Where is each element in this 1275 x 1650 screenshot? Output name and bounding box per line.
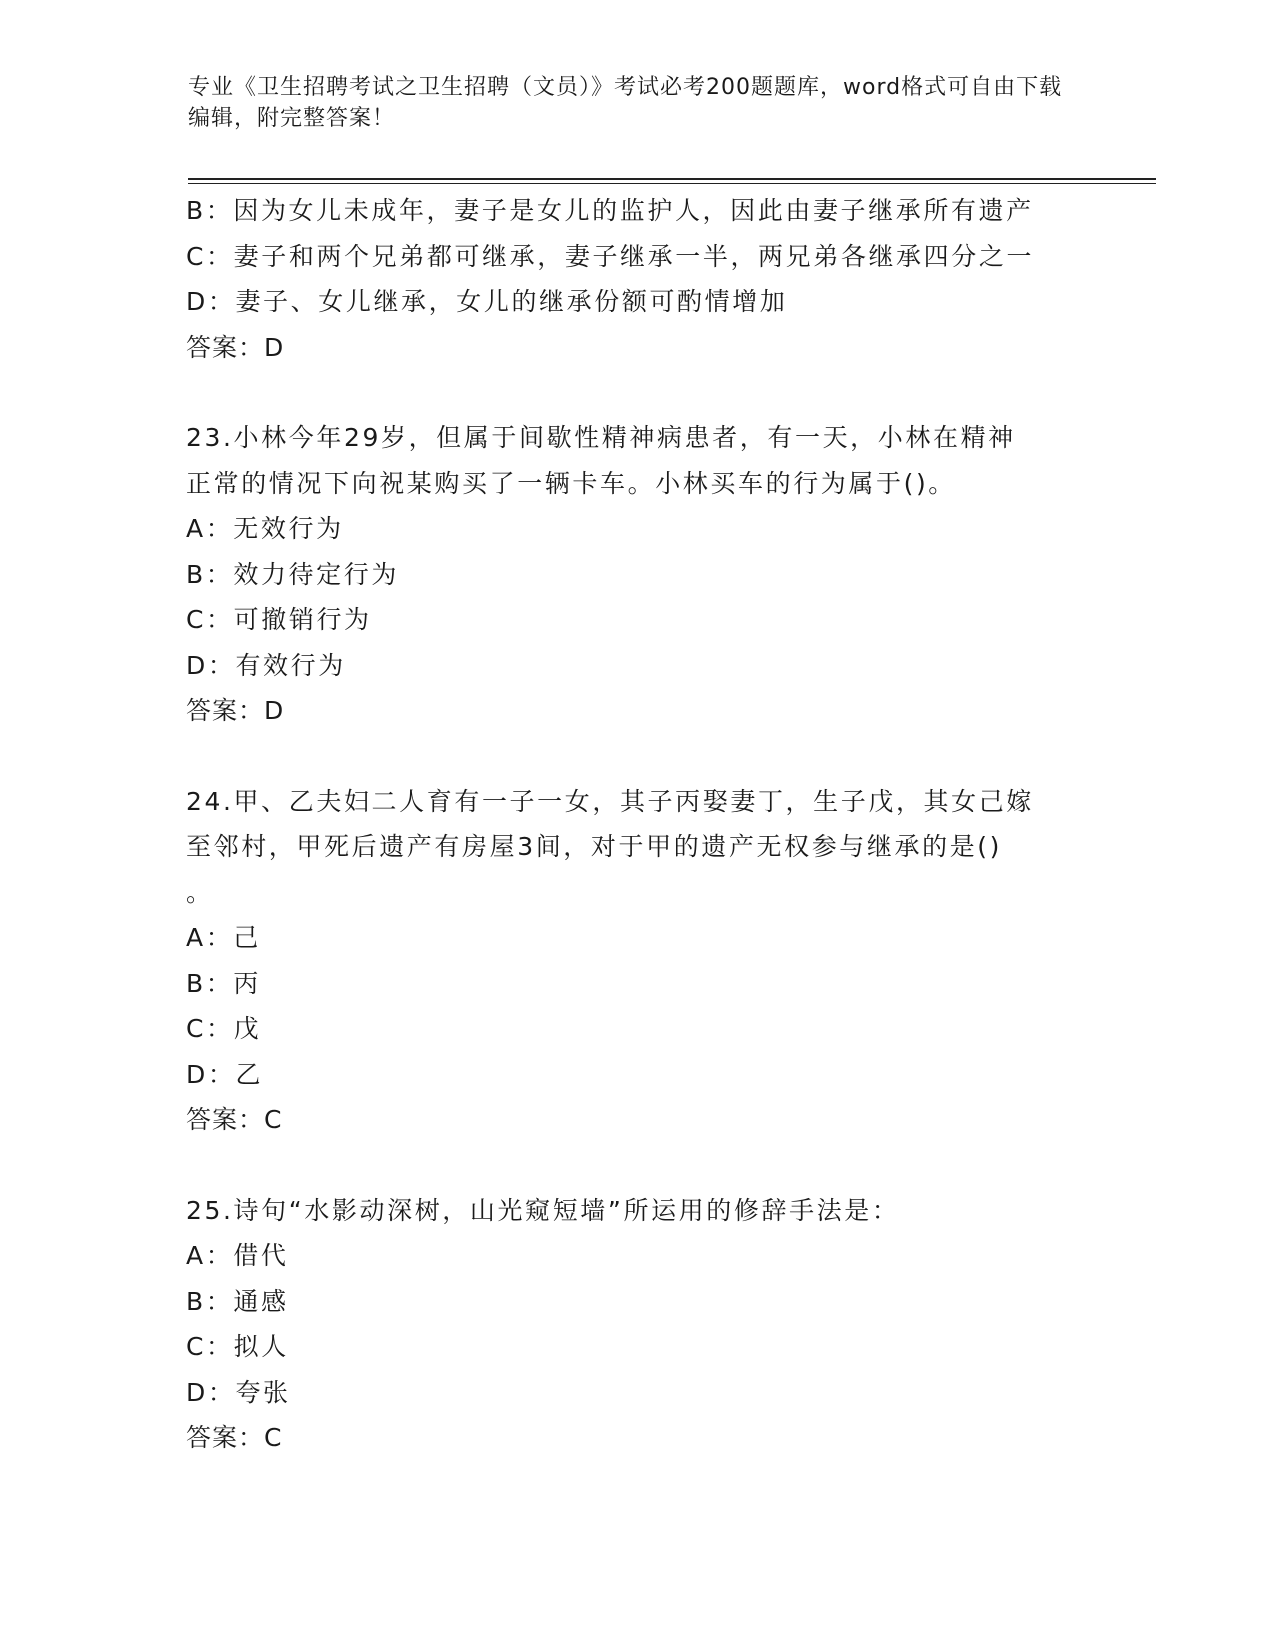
question-stem-line: 23.小林今年29岁，但属于间歇性精神病患者，有一天，小林在精神 xyxy=(186,423,1016,452)
question-stem-line: 25.诗句“水影动深树，山光窥短墙”所运用的修辞手法是： xyxy=(186,1195,900,1225)
answer-line: 答案：C xyxy=(186,1423,283,1452)
option-d: D：有效行为 xyxy=(186,650,346,680)
option-d: D：夸张 xyxy=(186,1377,291,1407)
answer-line: 答案：D xyxy=(186,332,285,362)
option-c: C：拟人 xyxy=(186,1332,289,1361)
document-header: 专业《卫生招聘考试之卫生招聘（文员）》考试必考200题题库，word格式可自由下载编辑，附完整答案！ xyxy=(188,75,1063,131)
header-rule-thin xyxy=(188,183,1156,184)
question-23 xyxy=(186,415,1086,734)
option-d: D：妻子、女儿继承，女儿的继承份额可酌情增加 xyxy=(186,287,788,316)
option-b: B：通感 xyxy=(186,1286,289,1316)
answer-line: 答案：C xyxy=(186,1105,283,1134)
spacer xyxy=(186,370,1086,415)
header-rule-thick xyxy=(188,178,1156,180)
option-d: D：乙 xyxy=(186,1059,264,1089)
option-b: B：因为女儿未成年，妻子是女儿的监护人，因此由妻子继承所有遗产 xyxy=(186,196,1034,225)
option-a: A：己 xyxy=(186,923,261,952)
question-stem-line: 正常的情况下向祝某购买了一辆卡车。小林买车的行为属于()。 xyxy=(186,468,956,498)
question-24 xyxy=(186,779,1086,1143)
question-content xyxy=(186,188,1086,1461)
spacer xyxy=(186,1143,1086,1188)
option-c: C：妻子和两个兄弟都可继承，妻子继承一半，两兄弟各继承四分之一 xyxy=(186,241,1035,271)
option-a: A：无效行为 xyxy=(186,514,344,543)
spacer xyxy=(186,734,1086,779)
question-stem-line: 至邻村，甲死后遗产有房屋3间，对于甲的遗产无权参与继承的是() xyxy=(186,832,1003,861)
option-b: B：效力待定行为 xyxy=(186,559,399,589)
option-b: B：丙 xyxy=(186,968,261,998)
option-a: A：借代 xyxy=(186,1241,289,1270)
option-c: C：可撤销行为 xyxy=(186,605,372,634)
question-stem-line: 24.甲、乙夫妇二人育有一子一女，其子丙娶妻丁，生子戊，其女己嫁 xyxy=(186,786,1034,816)
question-stem-line: 。 xyxy=(186,877,214,907)
answer-line: 答案：D xyxy=(186,696,285,725)
question-25 xyxy=(186,1188,1086,1461)
prev-question-block xyxy=(186,188,1086,370)
option-c: C：戊 xyxy=(186,1014,262,1043)
